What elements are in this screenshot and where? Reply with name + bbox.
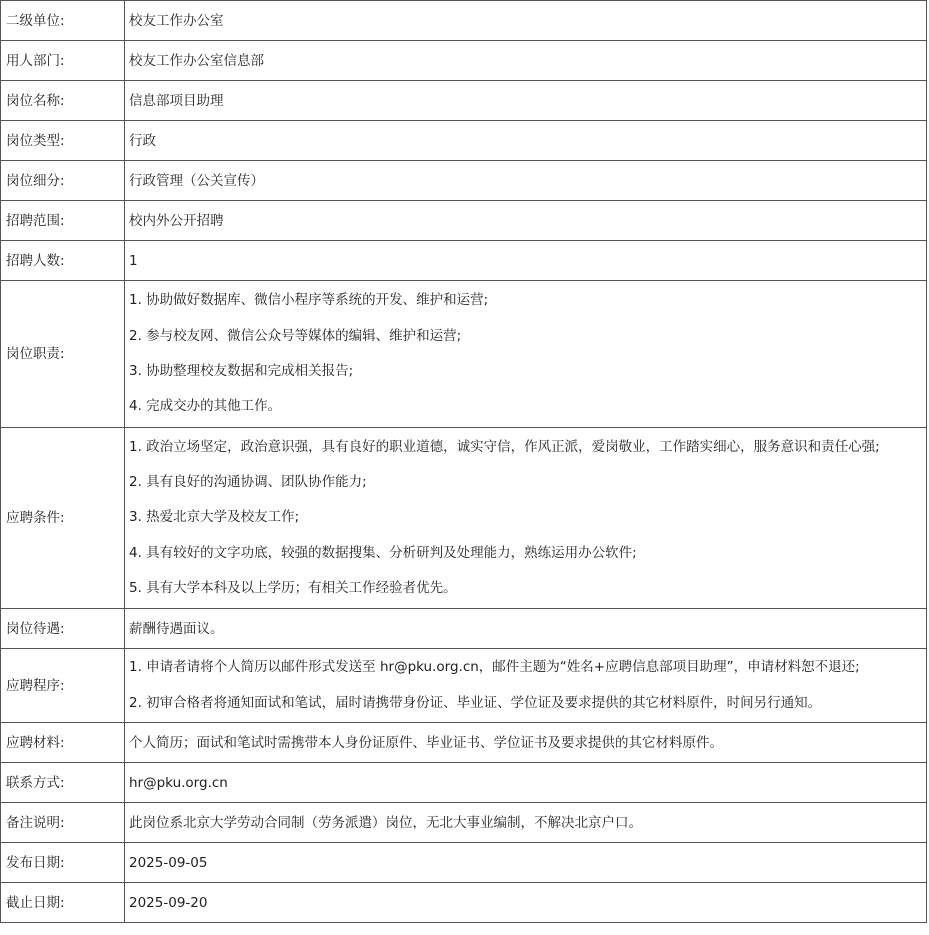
condition-item: 4. 具有较好的文字功底，较强的数据搜集、分析研判及处理能力，熟练运用办公软件;: [129, 544, 637, 561]
row-count: [1, 241, 927, 281]
row-scope: [1, 201, 927, 241]
dept-label: 用人部门:: [1, 41, 125, 81]
notes-value: 此岗位系北京大学劳动合同制（劳务派遣）岗位，无北大事业编制，不解决北京户口。: [125, 803, 927, 843]
scope-value: 校内外公开招聘: [125, 201, 927, 241]
condition-item: 5. 具有大学本科及以上学历；有相关工作经验者优先。: [129, 580, 457, 597]
condition-item: 1. 政治立场坚定，政治意识强，具有良好的职业道德，诚实守信，作风正派，爱岗敬业，工作踏实细心，服务意识和责任心强;: [129, 438, 880, 455]
type-label: 岗位类型:: [1, 121, 125, 161]
contact-email: hr@pku.org.cn: [125, 763, 927, 803]
unit-value: 校友工作办公室: [125, 1, 927, 41]
row-duties: [1, 281, 927, 428]
procedure-list: [125, 649, 927, 723]
count-label: 招聘人数:: [1, 241, 125, 281]
conditions-label: 应聘条件:: [1, 428, 125, 609]
benefits-value: 薪酬待遇面议。: [125, 609, 927, 649]
publish-date-value: 2025-09-05: [125, 843, 927, 883]
duties-label: 岗位职责:: [1, 281, 125, 428]
row-procedure: [1, 649, 927, 723]
condition-item: 2. 具有良好的沟通协调、团队协作能力;: [129, 473, 367, 490]
row-dept: [1, 41, 927, 81]
conditions-list: [125, 428, 927, 609]
duties-list: [125, 281, 927, 428]
duty-item: 4. 完成交办的其他工作。: [129, 398, 282, 415]
duty-item: 3. 协助整理校友数据和完成相关报告;: [129, 363, 354, 379]
procedure-item: 1. 申请者请将个人简历以邮件形式发送至 hr@pku.org.cn，邮件主题为“姓名+应聘信息部项目助理”，申请材料恕不退还;: [129, 659, 860, 676]
row-contact: [1, 763, 927, 803]
deadline-label: 截止日期:: [1, 883, 125, 923]
condition-item: 3. 热爱北京大学及校友工作;: [129, 509, 300, 526]
unit-label: 二级单位:: [1, 1, 125, 41]
benefits-label: 岗位待遇:: [1, 609, 125, 649]
subtype-label: 岗位细分:: [1, 161, 125, 201]
procedure-label: 应聘程序:: [1, 649, 125, 723]
row-subtype: [1, 161, 927, 201]
position-label: 岗位名称:: [1, 81, 125, 121]
count-value: 1: [125, 241, 927, 281]
subtype-value: 行政管理（公关宣传）: [125, 161, 927, 201]
position-value: 信息部项目助理: [125, 81, 927, 121]
materials-label: 应聘材料:: [1, 723, 125, 763]
row-benefits: [1, 609, 927, 649]
duty-item: 2. 参与校友网、微信公众号等媒体的编辑、维护和运营;: [129, 327, 462, 344]
row-notes: [1, 803, 927, 843]
type-value: 行政: [125, 121, 927, 161]
publish-date-label: 发布日期:: [1, 843, 125, 883]
row-position: [1, 81, 927, 121]
row-type: [1, 121, 927, 161]
dept-value: 校友工作办公室信息部: [125, 41, 927, 81]
deadline-value: 2025-09-20: [125, 883, 927, 923]
scope-label: 招聘范围:: [1, 201, 125, 241]
row-materials: [1, 723, 927, 763]
row-deadline: [1, 883, 927, 923]
row-conditions: [1, 428, 927, 609]
procedure-item: 2. 初审合格者将通知面试和笔试，届时请携带身份证、毕业证、学位证及要求提供的其它材料原件，时间另行通知。: [129, 694, 822, 711]
duty-item: 1. 协助做好数据库、微信小程序等系统的开发、维护和运营;: [129, 292, 489, 309]
row-unit: [1, 1, 927, 41]
notes-label: 备注说明:: [1, 803, 125, 843]
row-publish-date: [1, 843, 927, 883]
contact-label: 联系方式:: [1, 763, 125, 803]
materials-value: 个人简历；面试和笔试时需携带本人身份证原件、毕业证书、学位证书及要求提供的其它材料原件。: [125, 723, 927, 763]
